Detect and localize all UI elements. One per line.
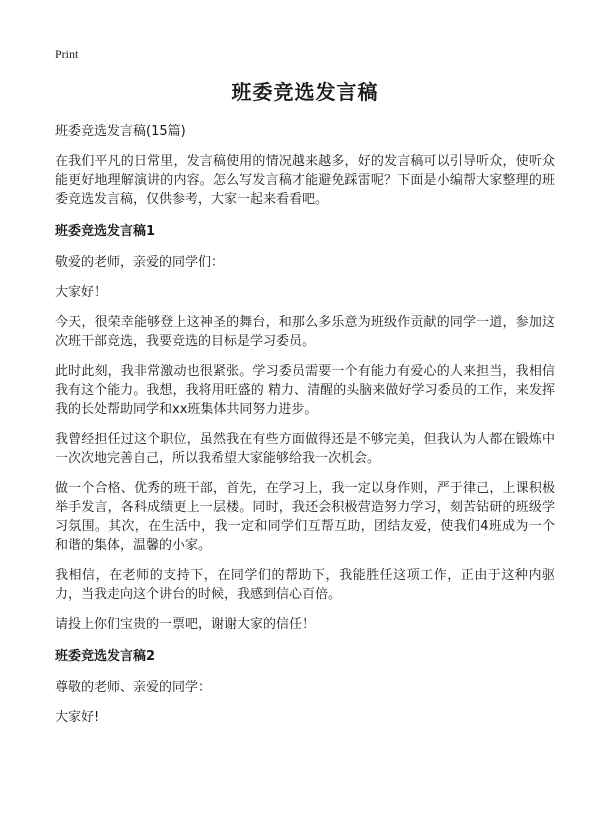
section-2-paragraph-2: 大家好!: [55, 710, 100, 725]
page-title: 班委竞选发言稿: [231, 80, 379, 104]
section-2-paragraph-1: 尊敬的老师、亲爱的同学：: [55, 680, 212, 695]
section-1-paragraph-2: 大家好！: [55, 285, 108, 300]
print-link[interactable]: Print: [55, 47, 79, 61]
section-1-paragraph-5: 我曾经担任过这个职位，虽然我在有些方面做得还是不够完美，但我认为人都在锻炼中一次次地完善自己，所以我希望大家能够给我一次机会。: [55, 432, 555, 466]
section-1-paragraph-8: 请投上你们宝贵的一票吧，谢谢大家的信任！: [55, 617, 316, 632]
section-1-paragraph-6: 做一个合格、优秀的班干部，首先，在学习上，我一定以身作则，严于律己，上课积极举手发言，各科成绩更上一层楼。同时，我还会积极营造努力学习，刻苦钻研的班级学习氛围。其次，在生活中，我一定和同学们互帮互助，团结友爱，使我们4班成为一个和谐的集体，温馨的小家。: [55, 481, 555, 553]
section-1-paragraph-1: 敬爱的老师，亲爱的同学们：: [55, 255, 225, 270]
section-1-paragraph-3: 今天，很荣幸能够登上这神圣的舞台，和那么多乐意为班级作贡献的同学一道，参加这次班干部竞选，我要竞选的目标是学习委员。: [55, 315, 555, 349]
section-heading-1: 班委竞选发言稿1: [55, 224, 156, 239]
intro-paragraph: 在我们平凡的日常里，发言稿使用的情况越来越多，好的发言稿可以引导听众，使听众能更好地理解演讲的内容。怎么写发言稿才能避免踩雷呢？下面是小编帮大家整理的班委竞选发言稿，仅供参考，大家一起来看看吧。: [55, 154, 555, 207]
document-body: [55, 76, 555, 738]
section-heading-2: 班委竞选发言稿2: [55, 649, 156, 664]
section-1-paragraph-7: 我相信，在老师的支持下，在同学们的帮助下，我能胜任这项工作，正由于这种内驱力，当我走向这个讲台的时候，我感到信心百倍。: [55, 568, 555, 602]
section-1-paragraph-4: 此时此刻，我非常激动也很紧张。学习委员需要一个有能力有爱心的人来担当，我相信我有这个能力。我想，我将用旺盛的 精力、清醒的头脑来做好学习委员的工作，来发挥我的长处帮助同学和xx班集体共同努力进步。: [55, 364, 555, 417]
document-subtitle: 班委竞选发言稿(15篇): [55, 124, 186, 139]
